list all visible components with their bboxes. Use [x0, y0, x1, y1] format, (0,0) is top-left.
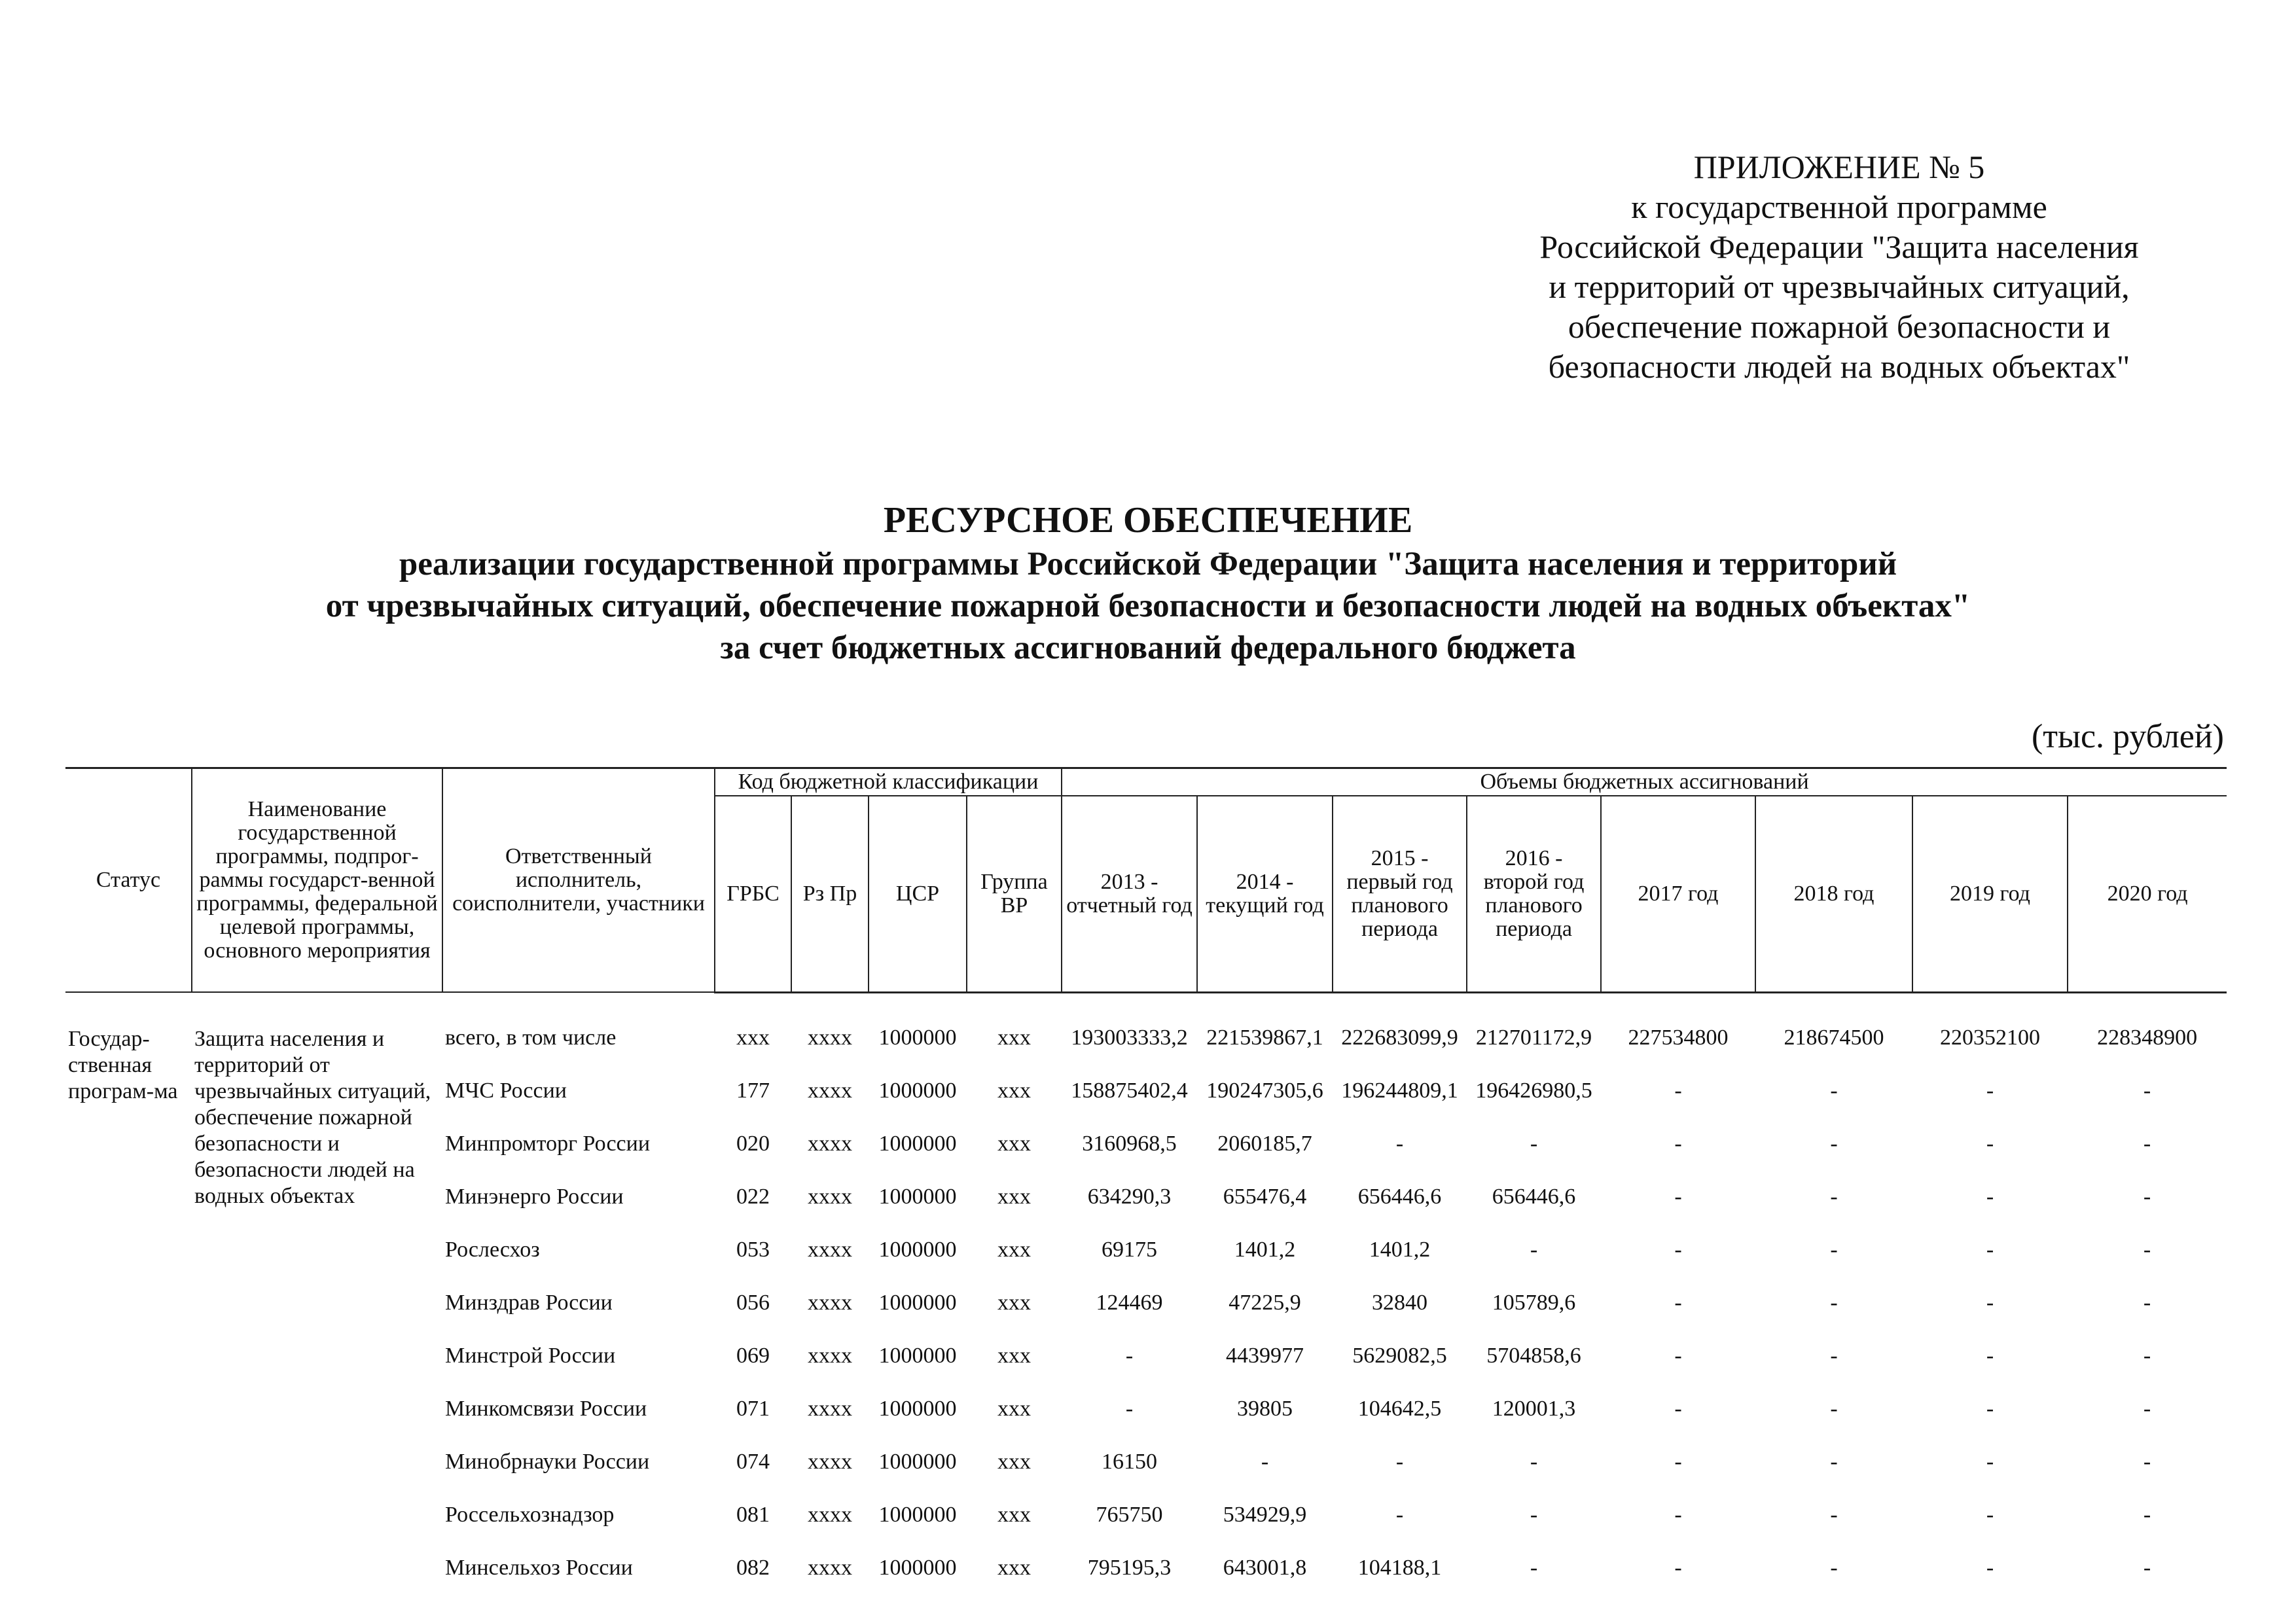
value-cell: -	[1986, 1502, 1994, 1527]
table-header	[65, 768, 2227, 993]
value-cell: -	[2143, 1078, 2151, 1103]
header-year: 2016 - второй год планового периода	[1467, 796, 1601, 992]
title-main: РЕСУРСНОЕ ОБЕСПЕЧЕНИЕ	[883, 500, 1413, 541]
units-label: (тыс. рублей)	[2031, 718, 2224, 755]
status-cell: Государ-ственная програм-ма	[68, 1026, 178, 1103]
vr-cell: ххх	[997, 1396, 1031, 1421]
value-cell: -	[1986, 1396, 1994, 1421]
value-cell: 643001,8	[1223, 1555, 1307, 1580]
value-cell: -	[1986, 1237, 1994, 1262]
value-cell: -	[1530, 1131, 1538, 1156]
executor-cell: МЧС России	[445, 1078, 567, 1103]
subtitle-line: реализации государственной программы Российской Федерации "Защита населения и территорий	[399, 546, 1897, 582]
csr-cell: 1000000	[878, 1396, 957, 1421]
value-cell: -	[1830, 1290, 1838, 1315]
csr-cell: 1000000	[878, 1502, 957, 1527]
header-kbk: Код бюджетной классификации	[715, 768, 1062, 796]
csr-cell: 1000000	[878, 1449, 957, 1474]
csr-cell: 1000000	[878, 1025, 957, 1050]
value-cell: -	[1530, 1502, 1538, 1527]
header-year: 2014 - текущий год	[1197, 796, 1333, 992]
executor-cell: Минсельхоз России	[445, 1555, 633, 1580]
header-executor: Ответственный исполнитель, соисполнители, участники	[442, 768, 715, 993]
header-year: 2017 год	[1601, 796, 1755, 992]
table-body	[65, 992, 2227, 1596]
rzpr-cell: хххх	[808, 1131, 852, 1156]
executor-cell: Минэнерго России	[445, 1184, 624, 1209]
value-cell: 1401,2	[1234, 1237, 1296, 1262]
value-cell: 190247305,6	[1206, 1078, 1323, 1103]
grbs-cell: 071	[736, 1396, 770, 1421]
appendix-line: и территорий от чрезвычайных ситуаций,	[1549, 268, 2130, 305]
value-cell: 5629082,5	[1352, 1343, 1447, 1368]
value-cell: -	[1261, 1449, 1269, 1474]
value-cell: -	[2143, 1290, 2151, 1315]
value-cell: 47225,9	[1229, 1290, 1301, 1315]
value-cell: -	[1830, 1343, 1838, 1368]
executor-cell: Россельхознадзор	[445, 1502, 615, 1527]
header-csr: ЦСР	[869, 796, 967, 992]
value-cell: -	[1986, 1343, 1994, 1368]
value-cell: -	[1830, 1078, 1838, 1103]
value-cell: -	[1830, 1184, 1838, 1209]
value-cell: -	[1395, 1449, 1404, 1474]
value-cell: 534929,9	[1223, 1502, 1307, 1527]
csr-cell: 1000000	[878, 1343, 957, 1368]
value-cell: -	[1986, 1078, 1994, 1103]
csr-cell: 1000000	[878, 1184, 957, 1209]
executor-cell: всего, в том числе	[445, 1025, 617, 1050]
spacer-row	[65, 992, 2227, 1013]
grbs-cell: 022	[736, 1184, 770, 1209]
program-name-cell: Защита населения и территорий от чрезвычайных ситуаций, обеспечение пожарной безопасности и безопасности людей на водных объектах	[194, 1026, 431, 1208]
value-cell: -	[1830, 1449, 1838, 1474]
vr-cell: ххх	[997, 1290, 1031, 1315]
rzpr-cell: хххх	[808, 1449, 852, 1474]
vr-cell: ххх	[997, 1502, 1031, 1527]
value-cell: -	[1986, 1555, 1994, 1580]
document-title	[0, 497, 2296, 669]
grbs-cell: 074	[736, 1449, 770, 1474]
rzpr-cell: хххх	[808, 1555, 852, 1580]
value-cell: -	[2143, 1555, 2151, 1580]
value-cell: -	[1125, 1396, 1134, 1421]
vr-cell: ххх	[997, 1131, 1031, 1156]
value-cell: -	[1674, 1502, 1682, 1527]
rzpr-cell: хххх	[808, 1343, 852, 1368]
value-cell: -	[1674, 1078, 1682, 1103]
value-cell: 16150	[1102, 1449, 1158, 1474]
value-cell: -	[2143, 1502, 2151, 1527]
rzpr-cell: хххх	[808, 1396, 852, 1421]
value-cell: -	[1674, 1131, 1682, 1156]
value-cell: 193003333,2	[1071, 1025, 1188, 1050]
rzpr-cell: хххх	[808, 1184, 852, 1209]
header-grbs: ГРБС	[715, 796, 791, 992]
executor-cell: Минпромторг России	[445, 1131, 651, 1156]
subtitle-line: от чрезвычайных ситуаций, обеспечение пожарной безопасности и безопасности людей на водных объектах"	[325, 588, 1971, 624]
header-rzpr: Рз Пр	[791, 796, 869, 992]
appendix-line: безопасности людей на водных объектах"	[1548, 348, 2130, 385]
value-cell: 212701172,9	[1475, 1025, 1592, 1050]
value-cell: -	[1830, 1555, 1838, 1580]
vr-cell: ххх	[997, 1343, 1031, 1368]
value-cell: 158875402,4	[1071, 1078, 1188, 1103]
appendix-line: обеспечение пожарной безопасности и	[1568, 308, 2111, 345]
value-cell: 69175	[1102, 1237, 1158, 1262]
csr-cell: 1000000	[878, 1290, 957, 1315]
value-cell: 227534800	[1628, 1025, 1729, 1050]
value-cell: -	[1530, 1555, 1538, 1580]
csr-cell: 1000000	[878, 1237, 957, 1262]
value-cell: 196244809,1	[1341, 1078, 1458, 1103]
resource-table	[65, 767, 2227, 1596]
rzpr-cell: хххх	[808, 1502, 852, 1527]
grbs-cell: 177	[736, 1078, 770, 1103]
value-cell: 220352100	[1940, 1025, 2041, 1050]
appendix-line: ПРИЛОЖЕНИЕ № 5	[1693, 149, 1985, 185]
value-cell: -	[1986, 1184, 1994, 1209]
value-cell: -	[1674, 1555, 1682, 1580]
vr-cell: ххх	[997, 1025, 1031, 1050]
value-cell: 218674500	[1784, 1025, 1884, 1050]
vr-cell: ххх	[997, 1449, 1031, 1474]
appendix-line: Российской Федерации "Защита населения	[1539, 228, 2139, 265]
value-cell: 634290,3	[1087, 1184, 1172, 1209]
value-cell: -	[1674, 1343, 1682, 1368]
value-cell: 104188,1	[1357, 1555, 1442, 1580]
value-cell: -	[2143, 1396, 2151, 1421]
value-cell: 2060185,7	[1217, 1131, 1312, 1156]
value-cell: 656446,6	[1357, 1184, 1442, 1209]
value-cell: -	[1395, 1502, 1404, 1527]
grbs-cell: 056	[736, 1290, 770, 1315]
value-cell: 221539867,1	[1206, 1025, 1323, 1050]
value-cell: -	[1830, 1396, 1838, 1421]
vr-cell: ххх	[997, 1184, 1031, 1209]
table-row	[65, 1013, 2227, 1066]
executor-cell: Минстрой России	[445, 1343, 616, 1368]
value-cell: 228348900	[2097, 1025, 2198, 1050]
value-cell: -	[1986, 1290, 1994, 1315]
executor-cell: Минобрнауки России	[445, 1449, 650, 1474]
value-cell: 32840	[1372, 1290, 1428, 1315]
value-cell: 1401,2	[1369, 1237, 1431, 1262]
appendix-header	[1466, 147, 2212, 387]
value-cell: -	[1674, 1184, 1682, 1209]
subtitle-line: за счет бюджетных ассигнований федерального бюджета	[720, 630, 1576, 666]
value-cell: 5704858,6	[1486, 1343, 1581, 1368]
grbs-cell: 020	[736, 1131, 770, 1156]
value-cell: 124469	[1096, 1290, 1163, 1315]
title-subtitle	[0, 543, 2296, 669]
value-cell: -	[1830, 1502, 1838, 1527]
value-cell: -	[1395, 1131, 1404, 1156]
value-cell: 765750	[1096, 1502, 1163, 1527]
value-cell: -	[1986, 1131, 1994, 1156]
executor-cell: Минкомсвязи России	[445, 1396, 647, 1421]
grbs-cell: 082	[736, 1555, 770, 1580]
value-cell: -	[2143, 1131, 2151, 1156]
header-volumes: Объемы бюджетных ассигнований	[1062, 768, 2227, 796]
value-cell: 3160968,5	[1082, 1131, 1177, 1156]
header-year: 2015 - первый год планового периода	[1333, 796, 1467, 992]
value-cell: 104642,5	[1357, 1396, 1442, 1421]
csr-cell: 1000000	[878, 1131, 957, 1156]
value-cell: 222683099,9	[1341, 1025, 1458, 1050]
value-cell: 795195,3	[1087, 1555, 1172, 1580]
value-cell: -	[1830, 1131, 1838, 1156]
value-cell: 655476,4	[1223, 1184, 1307, 1209]
value-cell: -	[2143, 1184, 2151, 1209]
rzpr-cell: хххх	[808, 1025, 852, 1050]
rzpr-cell: хххх	[808, 1290, 852, 1315]
value-cell: -	[2143, 1449, 2151, 1474]
grbs-cell: 081	[736, 1502, 770, 1527]
value-cell: 4439977	[1226, 1343, 1304, 1368]
header-year: 2020 год	[2068, 796, 2227, 992]
header-year: 2013 - отчетный год	[1062, 796, 1197, 992]
value-cell: -	[1125, 1343, 1134, 1368]
grbs-cell: 053	[736, 1237, 770, 1262]
header-year: 2018 год	[1755, 796, 1912, 992]
value-cell: -	[1986, 1449, 1994, 1474]
value-cell: -	[1530, 1449, 1538, 1474]
value-cell: -	[1674, 1449, 1682, 1474]
grbs-cell: ххх	[736, 1025, 770, 1050]
header-program-name: Наименование государственной программы, подпрог-раммы государст-венной программы, федеральной целевой программы, основного мероприятия	[192, 768, 442, 993]
grbs-cell: 069	[736, 1343, 770, 1368]
rzpr-cell: хххх	[808, 1237, 852, 1262]
executor-cell: Рослесхоз	[445, 1237, 540, 1262]
vr-cell: ххх	[997, 1237, 1031, 1262]
appendix-line: к государственной программе	[1631, 188, 2047, 225]
csr-cell: 1000000	[878, 1078, 957, 1103]
executor-cell: Минздрав России	[445, 1290, 613, 1315]
header-vr: Группа ВР	[967, 796, 1062, 992]
vr-cell: ххх	[997, 1078, 1031, 1103]
value-cell: 656446,6	[1492, 1184, 1576, 1209]
header-status: Статус	[65, 768, 192, 993]
value-cell: 196426980,5	[1475, 1078, 1592, 1103]
value-cell: -	[1674, 1396, 1682, 1421]
value-cell: -	[1674, 1237, 1682, 1262]
value-cell: -	[1674, 1290, 1682, 1315]
value-cell: -	[1830, 1237, 1838, 1262]
value-cell: -	[2143, 1237, 2151, 1262]
value-cell: 39805	[1237, 1396, 1293, 1421]
csr-cell: 1000000	[878, 1555, 957, 1580]
value-cell: 105789,6	[1492, 1290, 1576, 1315]
value-cell: -	[1530, 1237, 1538, 1262]
vr-cell: ххх	[997, 1555, 1031, 1580]
value-cell: 120001,3	[1492, 1396, 1576, 1421]
value-cell: -	[2143, 1343, 2151, 1368]
rzpr-cell: хххх	[808, 1078, 852, 1103]
header-year: 2019 год	[1912, 796, 2068, 992]
